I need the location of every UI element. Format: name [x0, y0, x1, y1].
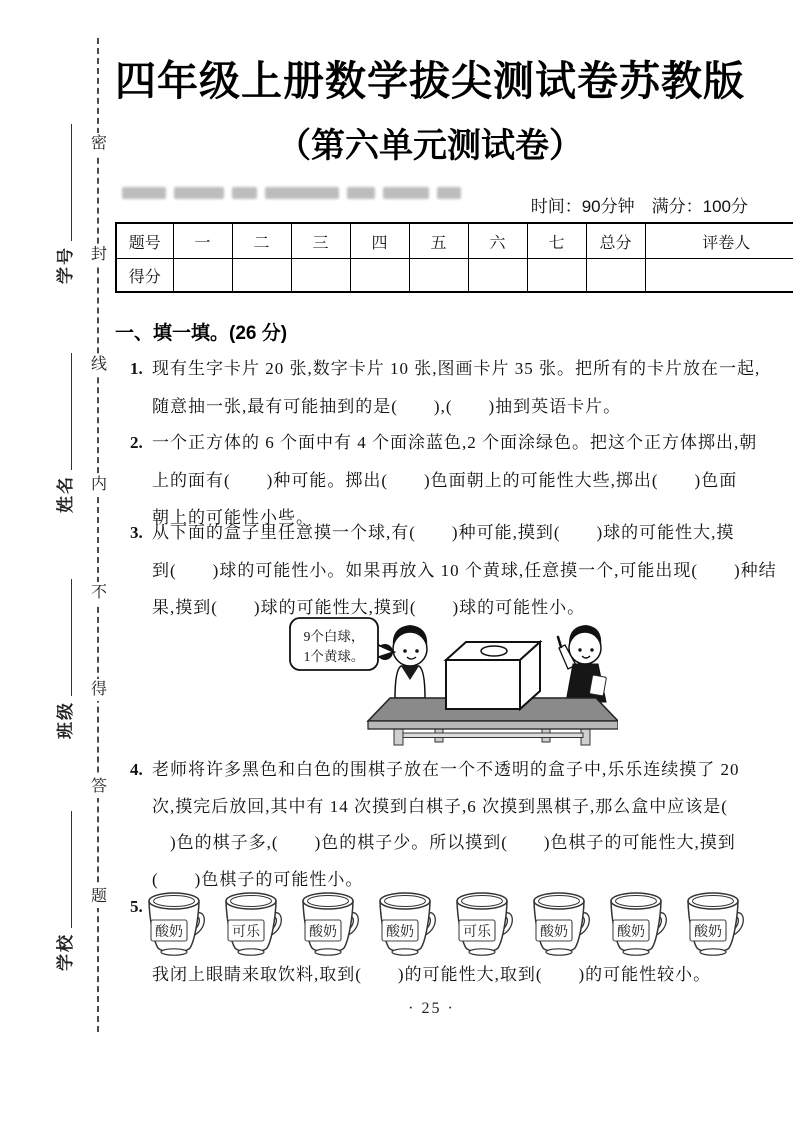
- question-text: 次,摸完后放回,其中有 14 次摸到白棋子,6 次摸到黑棋子,那么盒中应该是(: [152, 796, 728, 816]
- header-cell: 二: [232, 223, 291, 259]
- speech-bubble: [290, 618, 394, 670]
- seal-char: 答: [88, 776, 110, 798]
- score-cell: [527, 259, 586, 293]
- cup-label: 酸奶: [617, 925, 645, 940]
- boy-figure: [558, 625, 606, 702]
- header-cell: 三: [291, 223, 350, 259]
- question-line: [130, 424, 760, 462]
- score-cell: [586, 259, 645, 293]
- student-name-label: 姓名: [56, 475, 75, 513]
- seal-char: 不: [88, 582, 110, 604]
- seal-char: 题: [88, 886, 110, 908]
- student-id-label: 学号: [56, 246, 75, 284]
- score-cell: [232, 259, 291, 293]
- seal-char: 密: [88, 133, 110, 155]
- question-number: 4.: [130, 760, 143, 779]
- question-text: 果,摸到( )球的可能性大,摸到( )球的可能性小。: [152, 598, 586, 617]
- school-field: [54, 811, 76, 971]
- question-number: 3.: [130, 523, 143, 542]
- question-text: )色的棋子多,( )色的棋子少。所以摸到( )色棋子的可能性大,摸到: [152, 833, 736, 852]
- question-text: 一个正方体的 6 个面中有 4 个面涂蓝色,2 个面涂绿色。把这个正方体掷出,朝: [152, 433, 758, 452]
- score-cell: [173, 259, 232, 293]
- time-and-score-info: 时间：90分钟 满分：100分: [530, 197, 748, 216]
- cup-label: 可乐: [232, 925, 260, 940]
- page-title: 四年级上册数学拔尖测试卷苏教版: [115, 58, 745, 104]
- header-cell: 一: [173, 223, 232, 259]
- cup-label: 酸奶: [540, 925, 568, 940]
- header-cell: 七: [527, 223, 586, 259]
- class-label: 班级: [56, 701, 75, 739]
- seal-char: 得: [88, 679, 110, 701]
- drink-cup: [300, 891, 360, 957]
- question-number: 2.: [130, 433, 143, 452]
- student-id-field: [54, 124, 76, 284]
- question-text: 朝上的可能性小些。: [152, 508, 314, 527]
- question-4: [130, 752, 760, 898]
- cup-label: 可乐: [463, 925, 491, 940]
- question-line: [130, 752, 760, 789]
- box-and-children-illustration: [288, 606, 618, 746]
- fill-in-line: [71, 353, 72, 470]
- seal-char: 封: [88, 244, 110, 266]
- mystery-box: [446, 642, 540, 709]
- header-cell: 题号: [116, 223, 173, 259]
- score-row-label: 得分: [116, 259, 173, 293]
- score-table-header-row: [116, 223, 793, 259]
- fill-in-line: [71, 124, 72, 241]
- header-cell: 五: [409, 223, 468, 259]
- drink-cup: [531, 891, 591, 957]
- section-1-heading: 一、填一填。(26 分): [115, 323, 288, 344]
- drink-cup: [685, 891, 745, 957]
- question-number: 5.: [130, 897, 143, 916]
- class-field: [54, 579, 76, 739]
- seal-char: 线: [88, 354, 110, 376]
- score-table-score-row: [116, 259, 793, 293]
- bubble-text: 9个白球，: [303, 629, 365, 644]
- question-1: [130, 350, 760, 425]
- question-text: 到( )球的可能性小。如果再放入 10 个黄球,任意摸一个,可能出现( )种结: [152, 560, 777, 580]
- seal-char: 内: [88, 474, 110, 496]
- page-subtitle: （第六单元测试卷）: [277, 127, 583, 165]
- header-cell: 评卷人: [645, 223, 793, 259]
- cup-label: 酸奶: [309, 925, 337, 940]
- header-cell: 总分: [586, 223, 645, 259]
- drink-cup: [377, 891, 437, 957]
- score-cell: [350, 259, 409, 293]
- seal-dashed-line: [97, 38, 99, 1032]
- question-line: [130, 350, 760, 388]
- question-text: 随意抽一张,最有可能抽到的是( ),( )抽到英语卡片。: [152, 396, 622, 416]
- fill-in-line: [71, 811, 72, 928]
- bubble-text: 1个黄球。: [303, 649, 365, 664]
- drink-cup: [146, 891, 206, 957]
- drink-cups-row: [146, 891, 745, 957]
- cup-label: 酸奶: [386, 925, 414, 940]
- header-cell: 六: [468, 223, 527, 259]
- page-number: · 25 ·: [408, 1000, 455, 1017]
- drink-cup: [608, 891, 668, 957]
- score-table: [115, 222, 793, 293]
- question-text: 从下面的盒子里任意摸一个球,有( )种可能,摸到( )球的可能性大,摸: [152, 523, 735, 542]
- question-text: 上的面有( )种可能。掷出( )色面朝上的可能性大些,掷出( )色面: [152, 470, 738, 490]
- question-text: 我闭上眼睛来取饮料,取到( )的可能性大,取到( )的可能性较小。: [152, 965, 712, 984]
- question-text: 现有生字卡片 20 张,数字卡片 10 张,图画卡片 35 张。把所有的卡片放在一起,: [152, 359, 761, 378]
- score-cell: [468, 259, 527, 293]
- question-text: ( )色棋子的可能性小。: [152, 869, 364, 889]
- student-name-field: [54, 353, 76, 513]
- question-number: 1.: [130, 359, 143, 378]
- score-cell: [645, 259, 793, 293]
- score-cell: [291, 259, 350, 293]
- girl-figure: [377, 625, 427, 698]
- cup-label: 酸奶: [155, 925, 183, 940]
- question-line: [130, 514, 760, 552]
- drink-cup: [454, 891, 514, 957]
- fill-in-line: [71, 579, 72, 696]
- score-cell: [409, 259, 468, 293]
- question-text: 老师将许多黑色和白色的围棋子放在一个不透明的盒子中,乐乐连续摸了 20: [152, 760, 740, 779]
- header-cell: 四: [350, 223, 409, 259]
- drink-cup: [223, 891, 283, 957]
- school-label: 学校: [56, 933, 75, 971]
- cup-label: 酸奶: [694, 925, 722, 940]
